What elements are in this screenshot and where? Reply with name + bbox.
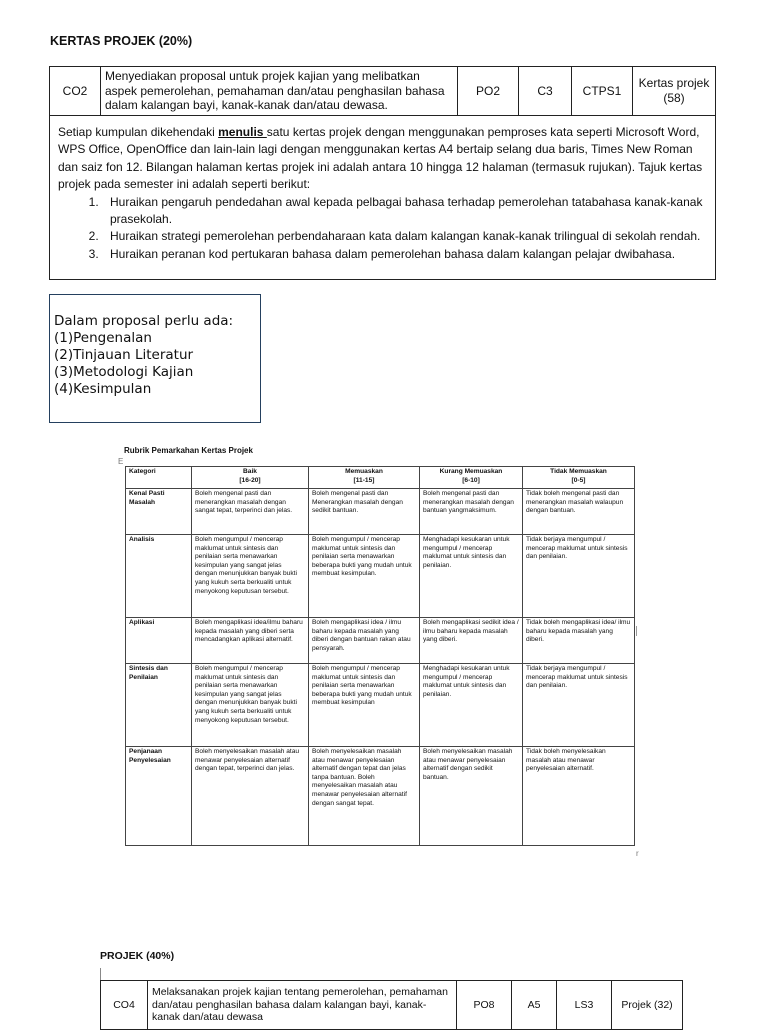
rubrik-kategori: Kenal Pasti Masalah — [126, 489, 192, 535]
ctps-code: CTPS1 — [572, 67, 633, 116]
title-item: 2. Huraikan strategi pemerolehan perbendaharaan kata dalam kalangan kanak-kanak trilingual di sekolah rendah. — [102, 228, 707, 245]
rubrik-cell: Boleh menyelesaikan masalah atau menawar penyelesaian alternatif dengan sedikit bantuan. — [420, 747, 523, 846]
rubrik-cell: Boleh mengaplikasi sedikit idea / ilmu baharu kepada masalah yang diberi. — [420, 618, 523, 664]
kertas-projek-table — [49, 66, 716, 280]
rubrik-cell: Boleh menyelesaikan masalah atau menawar penyelesaian alternatif dengan tepat, terperinci dan jelas. — [192, 747, 309, 846]
rubrik-cell: Menghadapi kesukaran untuk mengumpul / mencerap maklumat untuk sintesis dan penilaian. — [420, 535, 523, 618]
clo-code: CO4 — [101, 981, 148, 1030]
assessment-type — [633, 67, 716, 116]
rubrik-kategori: Aplikasi — [126, 618, 192, 664]
assessment-label: Kertas projek — [638, 76, 710, 90]
rubrik-cell: Tidak berjaya mengumpul / mencerap maklumat untuk sintesis dan penilaian. — [523, 664, 635, 747]
ls-code: LS3 — [557, 981, 612, 1030]
rubrik-row-penjanaan — [126, 747, 635, 846]
title-item: 3. Huraikan peranan kod pertukaran bahasa dalam pemerolehan bahasa dalam kalangan pelajar dwibahasa. — [102, 246, 707, 263]
clo-description: Melaksanakan projek kajian tentang pemerolehan, pemahaman dan/atau penghasilan bahasa dalam kalangan bayi, kanak-kanak dan/atau dewasa — [148, 981, 457, 1030]
rubrik-kategori: Penjanaan Penyelesaian — [126, 747, 192, 846]
section-heading-kertas-projek: KERTAS PROJEK (20%) — [50, 34, 193, 48]
rubrik-row-aplikasi — [126, 618, 635, 664]
header-label: Memuaskan — [345, 468, 383, 475]
rubrik-cell: Tidak boleh mengaplikasi idea/ ilmu baharu kepada masalah yang diberi. — [523, 618, 635, 664]
rubrik-cell: Boleh mengumpul / mencerap maklumat untuk sintesis dan penilaian serta menawarkan beberapa bukti yang mudah untuk membuat kesimpulan — [309, 664, 420, 747]
rubrik-cell: Boleh mengaplikasi idea/ilmu baharu kepada masalah yang diberi serta mencadangkan aplikasi alternatif. — [192, 618, 309, 664]
title-list — [58, 194, 707, 264]
po-code: PO8 — [457, 981, 512, 1030]
header-label: Baik — [243, 468, 257, 475]
header-label: Kurang Memuaskan — [439, 468, 503, 475]
proposal-note-box — [49, 294, 261, 423]
rubrik-row-kenal-pasti — [126, 489, 635, 535]
assessment-count: (58) — [663, 91, 685, 105]
edge-marker — [100, 968, 101, 980]
rubrik-cell: Boleh mengumpul / mencerap maklumat untuk sintesis dan penilaian serta menawarkan kesimpulan yang sangat jelas dengan menunjukkan banyak bukti yang kukuh serta berkualiti untuk menyokong keputusan tersebut. — [192, 535, 309, 618]
header-label: Tidak Memuaskan — [550, 468, 607, 475]
rubrik-cell: Boleh mengumpul / mencerap maklumat untuk sintesis dan penilaian serta menawarkan kesimpulan yang sangat jelas dengan menunjukkan banyak bukti yang kukuh serta berkualiti untuk menyokong keputusan tersebut. — [192, 664, 309, 747]
clo-row — [101, 981, 683, 1030]
affective-level: A5 — [512, 981, 557, 1030]
table-anchor-marker: E — [118, 457, 124, 466]
rubrik-cell: Boleh mengenal pasti dan Menerangkan masalah dengan sedikit bantuan. — [309, 489, 420, 535]
instructions-intro: Setiap kumpulan dikehendaki — [58, 125, 219, 139]
note-item: (2)Tinjauan Literatur — [54, 347, 194, 363]
rubrik-cell: Boleh mengaplikasi idea / ilmu baharu kepada masalah yang diberi dengan bantuan rakan atau pensyarah. — [309, 618, 420, 664]
rubrik-header-row — [126, 467, 635, 489]
rubrik-table — [125, 466, 635, 846]
header-tidak-memuaskan — [523, 467, 635, 489]
table-end-marker: r — [636, 849, 639, 858]
rubrik-cell: Menghadapi kesukaran untuk mengumpul / mencerap maklumat untuk sintesis dan penilaian. — [420, 664, 523, 747]
rubrik-kategori: Sintesis dan Penilaian — [126, 664, 192, 747]
header-kategori: Kategori — [126, 467, 192, 489]
header-range: [11-15] — [353, 476, 375, 484]
rubrik-title: Rubrik Pemarkahan Kertas Projek — [124, 446, 253, 455]
instructions-cell — [50, 116, 716, 280]
rubrik-cell: Tidak berjaya mengumpul / mencerap maklumat untuk sintesis dan penilaian. — [523, 535, 635, 618]
header-range: [6-10] — [462, 476, 480, 484]
rubrik-row-sintesis — [126, 664, 635, 747]
note-item: (1)Pengenalan — [54, 330, 152, 346]
note-title: Dalam proposal perlu ada: — [54, 313, 234, 329]
rubrik-cell: Boleh mengenal pasti dan menerangkan masalah dengan sangat tepat, terperinci dan jelas. — [192, 489, 309, 535]
note-item: (4)Kesimpulan — [54, 381, 152, 397]
instructions-body: satu kertas projek dengan menggunakan pemproses kata seperti Microsoft Word, WPS Office, OpenOffice dan lain-lain lagi dengan menggunakan kertas A4 bertaip selang dua baris, Times New Roman dan saiz fon 12. Bilangan halaman kertas projek ini adalah antara 10 hingga 12 halaman (termasuk rujukan). Tajuk kertas projek pada semester ini adalah seperti berikut: — [58, 125, 703, 192]
header-range: [0-5] — [571, 476, 586, 484]
header-memuaskan — [309, 467, 420, 489]
rubrik-kategori: Analisis — [126, 535, 192, 618]
clo-description: Menyediakan proposal untuk projek kajian yang melibatkan aspek pemerolehan, pemahaman dan/atau penghasilan bahasa dalam kalangan bayi, kanak-kanak dan/atau dewasa. — [101, 67, 458, 116]
edge-marker — [636, 626, 637, 636]
rubrik-cell: Boleh mengumpul / mencerap maklumat untuk sintesis dan penilaian serta menawarkan beberapa bukti yang mudah untuk membuat kesimpulan. — [309, 535, 420, 618]
rubrik-row-analisis — [126, 535, 635, 618]
projek-table — [100, 980, 683, 1030]
header-baik — [192, 467, 309, 489]
instructions-emphasis: menulis — [218, 125, 267, 139]
note-item: (3)Metodologi Kajian — [54, 364, 194, 380]
clo-code: CO2 — [50, 67, 101, 116]
title-item: 1. Huraikan pengaruh pendedahan awal kepada pelbagai bahasa terhadap pemerolehan tatabahasa kanak-kanak prasekolah. — [102, 194, 707, 229]
section-heading-projek: PROJEK (40%) — [100, 950, 175, 962]
rubrik-cell: Tidak boleh menyelesaikan masalah atau menawar penyelesaian alternatif. — [523, 747, 635, 846]
header-kurang-memuaskan — [420, 467, 523, 489]
assessment-type: Projek (32) — [612, 981, 683, 1030]
instructions-row — [50, 116, 716, 280]
cognitive-level: C3 — [519, 67, 572, 116]
rubrik-cell: Boleh mengenal pasti dan menerangkan masalah dengan bantuan yangmaksimum. — [420, 489, 523, 535]
po-code: PO2 — [458, 67, 519, 116]
rubrik-cell: Boleh menyelesaikan masalah atau menawar penyelesaian alternatif dengan tepat dan jelas tanpa bantuan. Boleh menyelesaikan masalah atau menawar penyelesaian alternatif dengan sangat tepat. — [309, 747, 420, 846]
header-range: [16-20] — [239, 476, 261, 484]
rubrik-cell: Tidak boleh mengenal pasti dan menerangkan masalah walaupun dengan bantuan. — [523, 489, 635, 535]
clo-row — [50, 67, 716, 116]
